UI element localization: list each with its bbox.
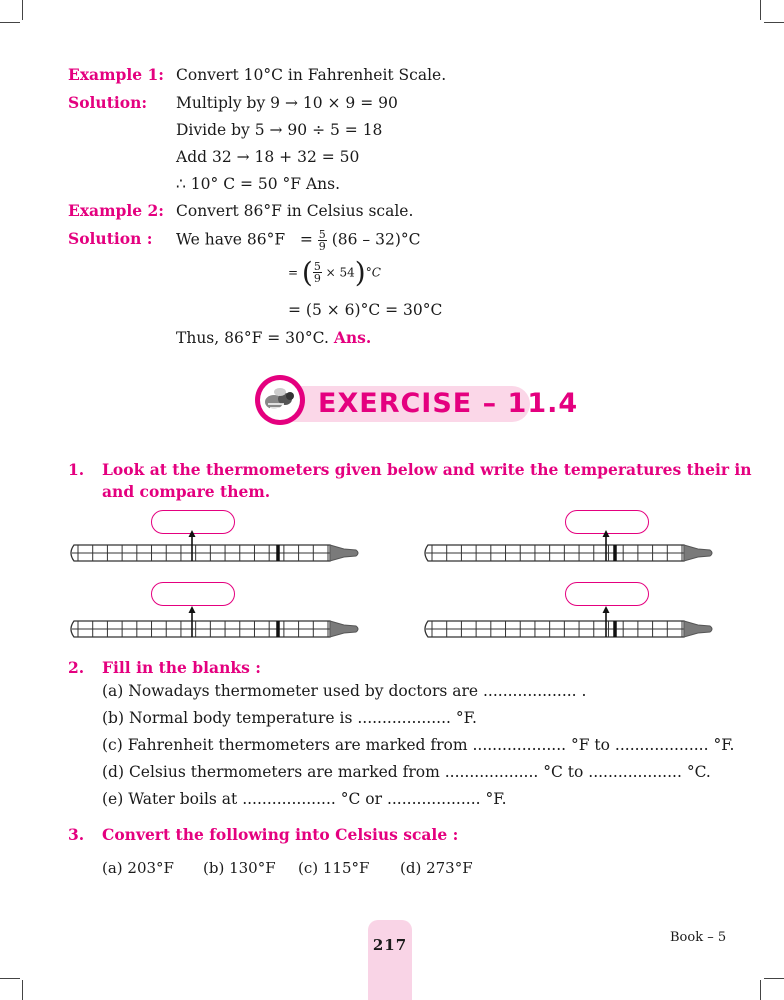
solution-1-step: Multiply by 9 → 10 × 9 = 90 (176, 94, 398, 112)
fraction-denominator: 9 (318, 240, 326, 253)
ans-label: Ans. (333, 328, 372, 347)
times-54: × 54 (325, 265, 355, 280)
page-tab (368, 920, 412, 1000)
q3-number: 3. (68, 825, 85, 844)
thermometer-arrow-head (603, 530, 610, 537)
solution-2-line-3: = (5 × 6)°C = 30°C (288, 301, 443, 319)
thermometer-arrow-head (189, 530, 196, 537)
q3-option-d: (d) 273°F (400, 859, 473, 877)
solution-1-step: Divide by 5 → 90 ÷ 5 = 18 (176, 121, 383, 139)
equals-sign: = (299, 230, 313, 249)
thermometer-bulb (684, 621, 712, 637)
q2-item: (c) Fahrenheit thermometers are marked from ................... °F to ................... °F. (102, 736, 735, 754)
crop-mark (764, 978, 784, 979)
crop-mark (0, 978, 20, 979)
solution-1-step: ∴ 10° C = 50 °F Ans. (176, 175, 341, 193)
solution-2-label: Solution : (68, 229, 153, 248)
thermometer-bulb (330, 545, 358, 561)
solution-1-label: Solution: (68, 93, 148, 112)
celsius-unit: °C (365, 265, 381, 280)
q3-option-c: (c) 115°F (298, 859, 370, 877)
solution-1-step: Add 32 → 18 + 32 = 50 (176, 148, 360, 166)
q2-item: (a) Nowadays thermometer used by doctors are ................... . (102, 682, 587, 700)
q2-item: (b) Normal body temperature is ................... °F. (102, 709, 477, 727)
example-1-label: Example 1: (68, 65, 164, 84)
q2-item: (d) Celsius thermometers are marked from ................... °C to ................... °C. (102, 763, 711, 781)
crop-mark (760, 980, 761, 1000)
thermometer-arrow-head (189, 606, 196, 613)
exercise-title: EXERCISE – 11.4 (318, 388, 579, 419)
fraction-numerator: 5 (313, 260, 321, 273)
q1-number: 1. (68, 460, 85, 479)
page-number: 217 (372, 936, 408, 954)
q3-option-b: (b) 130°F (203, 859, 276, 877)
q2-number: 2. (68, 658, 85, 677)
q2-item: (e) Water boils at ................... °C or ................... °F. (102, 790, 507, 808)
expression: (86 – 32)°C (331, 230, 421, 249)
conclusion-text: Thus, 86°F = 30°C. (176, 329, 329, 347)
equals-sign: = (288, 265, 299, 280)
q2-title: Fill in the blanks : (102, 658, 261, 677)
right-paren: ) (354, 256, 366, 289)
example-1-question: Convert 10°C in Fahrenheit Scale. (176, 66, 447, 84)
we-have-text: We have 86°F (176, 230, 286, 249)
example-2-question: Convert 86°F in Celsius scale. (176, 202, 414, 220)
example-2-label: Example 2: (68, 201, 164, 220)
q3-title: Convert the following into Celsius scale : (102, 825, 459, 844)
fraction-numerator: 5 (318, 228, 326, 241)
q3-option-a: (a) 203°F (102, 859, 174, 877)
q1-text-2: and compare them. (102, 482, 271, 501)
left-paren: ( (301, 256, 313, 289)
thermometer-bulb (684, 545, 712, 561)
q1-text: Look at the thermometers given below and write the temperatures their in (102, 460, 752, 479)
thermometer-arrow-head (603, 606, 610, 613)
fraction-denominator: 9 (313, 272, 321, 285)
crop-mark (22, 980, 23, 1000)
book-label: Book – 5 (670, 930, 727, 945)
thermometer-bulb (330, 621, 358, 637)
